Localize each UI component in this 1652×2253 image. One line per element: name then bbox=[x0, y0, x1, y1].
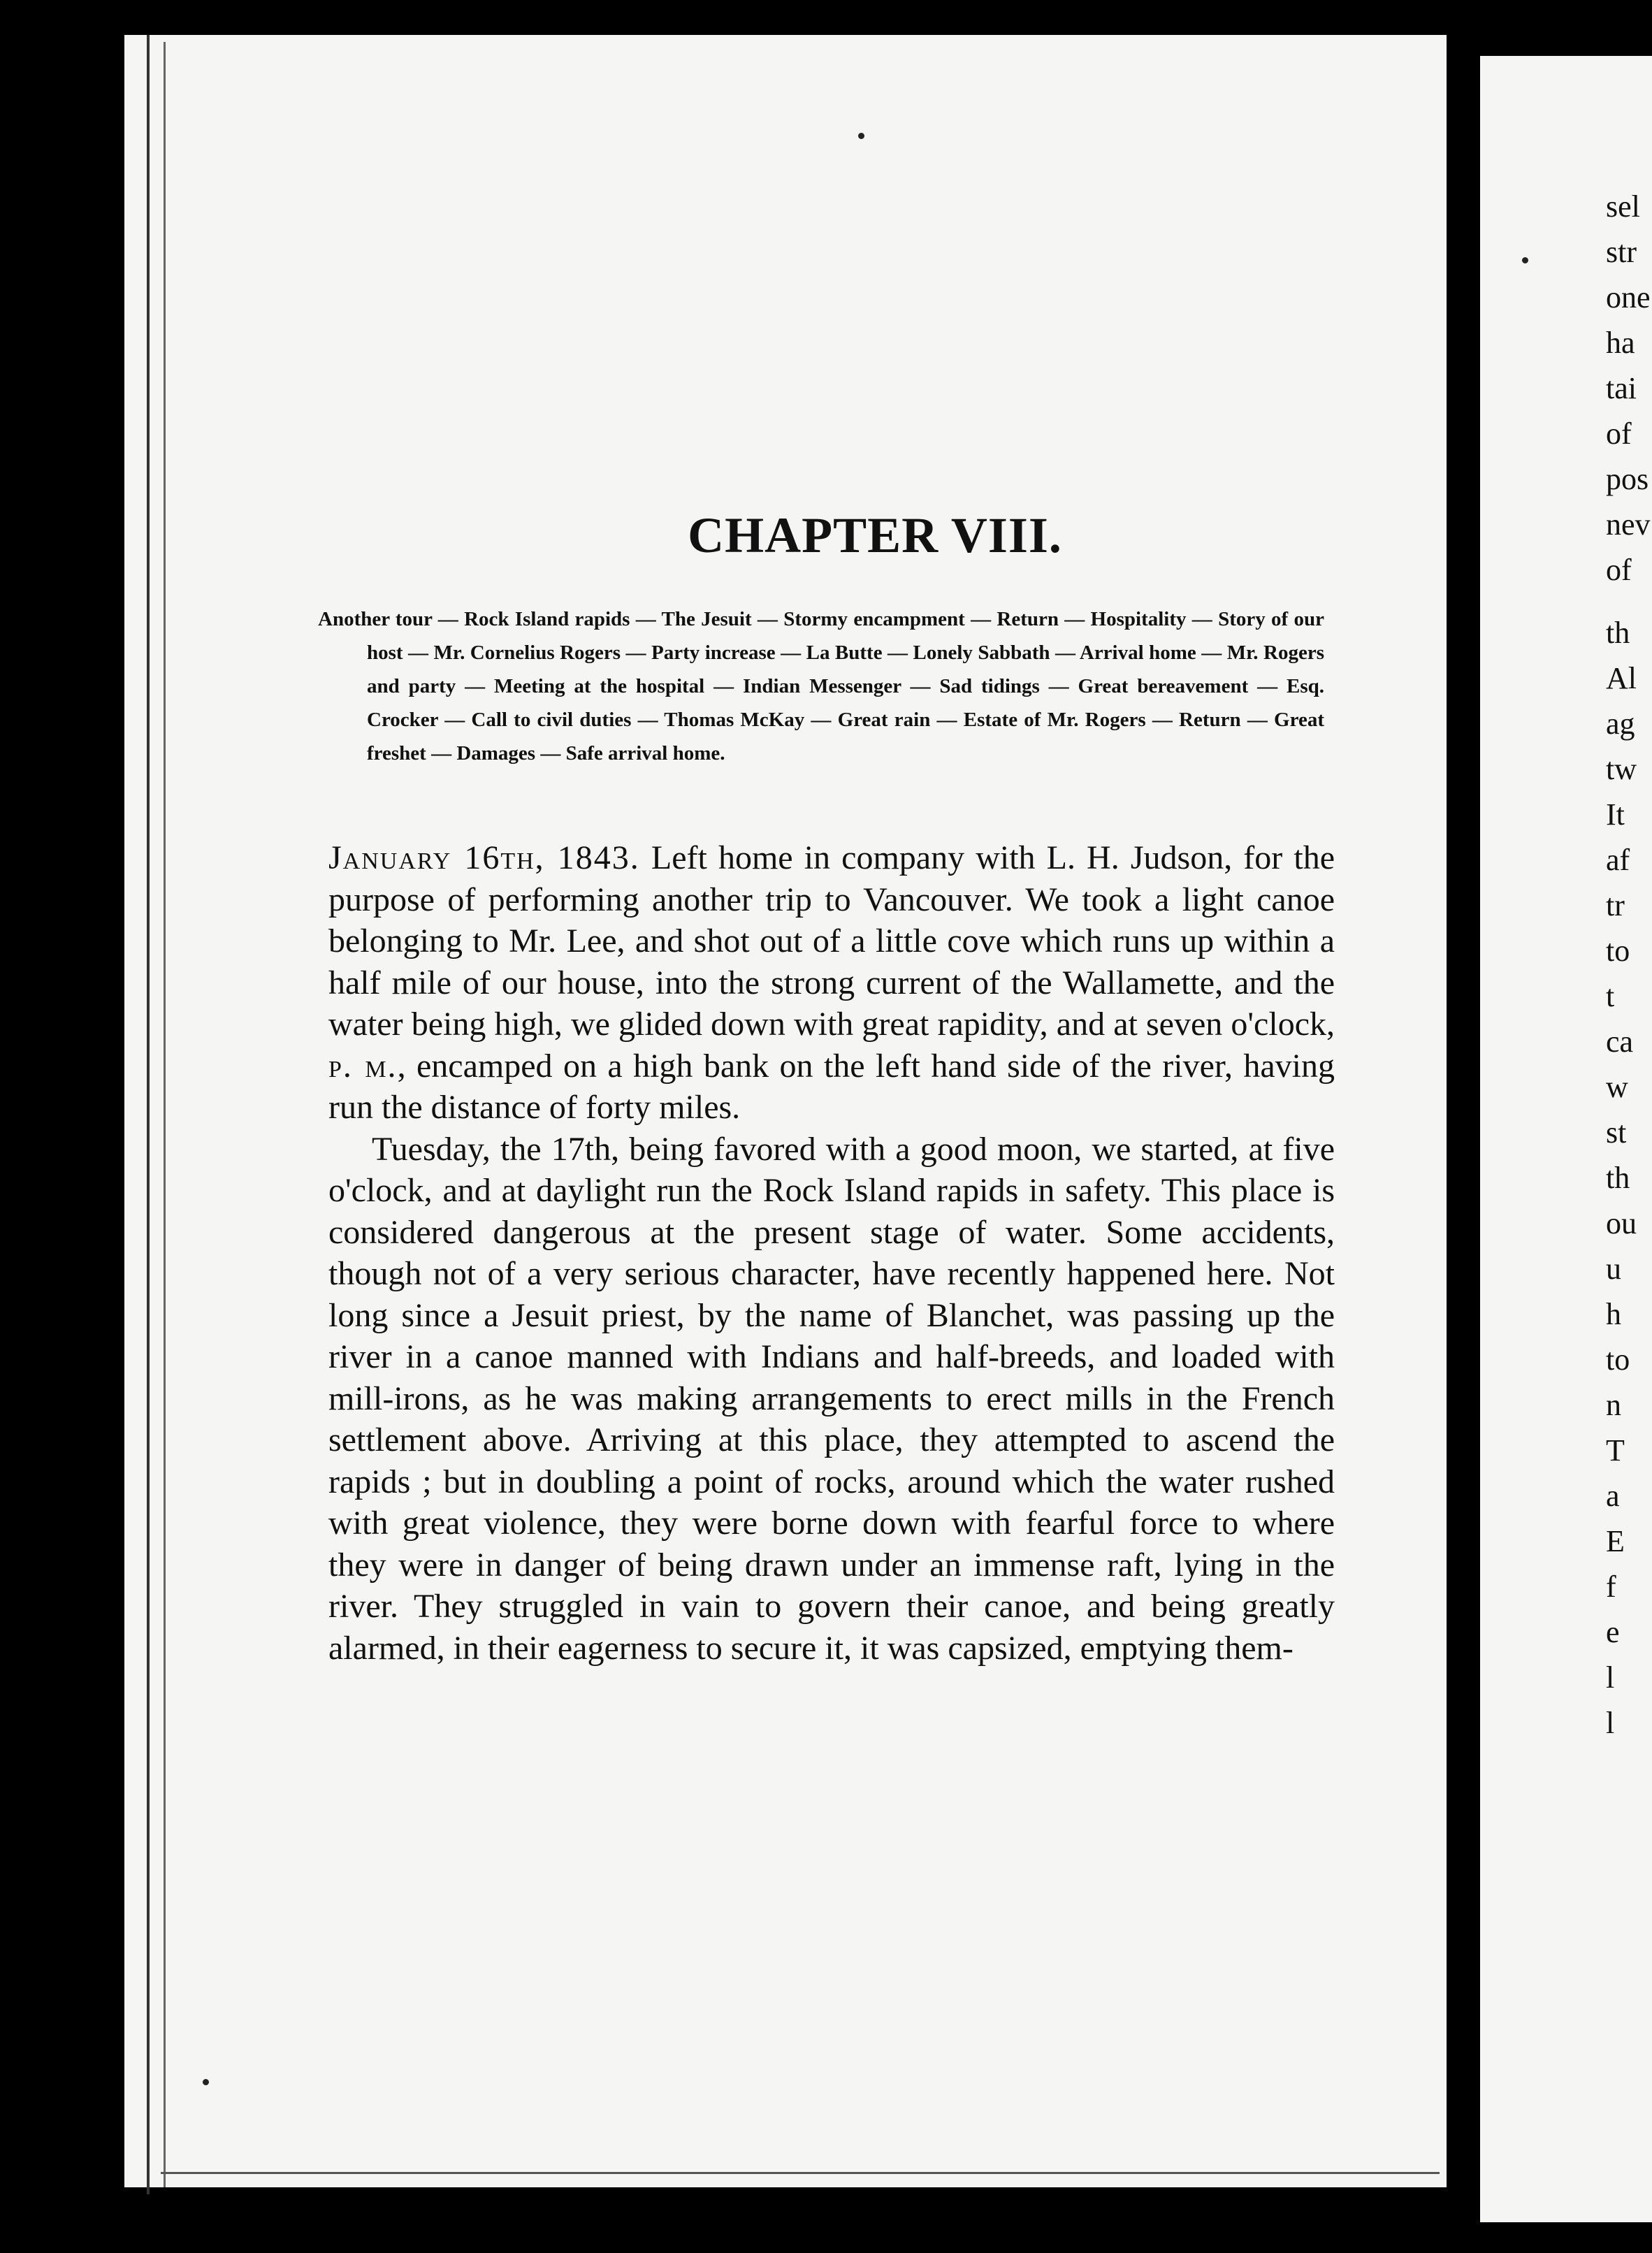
adjacent-page-fragment: pos bbox=[1606, 462, 1649, 496]
adjacent-page-fragment: T bbox=[1606, 1433, 1625, 1468]
adjacent-page-fragment: ag bbox=[1606, 707, 1635, 741]
adjacent-page-fragment: l bbox=[1606, 1706, 1615, 1740]
adjacent-page-fragment: af bbox=[1606, 843, 1630, 877]
adjacent-page-fragment: to bbox=[1606, 1342, 1630, 1377]
adjacent-page-fragment: l bbox=[1606, 1660, 1615, 1695]
paragraph-2: Tuesday, the 17th, being favored with a good moon, we started, at five o'clock, and at daylight run the Rock Island rapids in safety. This place is considered dangerous at the present stage of water. Some accidents, though not of a very serious character, have recently happened here. Not long since a Jesuit priest, by the name of Blanchet, was passing up the river in a canoe manned with Indians and half-breeds, and loaded with mill-irons, as he was making arrangements to erect mills in the French settlement above. Arriving at this place, they attempted to ascend the rapids ; but in doubling a point of rocks, around which the water rushed with great violence, they were borne down with fearful force to where they were in danger of being drawn under an immense raft, lying in the river. They struggled in vain to govern their canoe, and being greatly alarmed, in their eagerness to secure it, it was capsized, emptying them- bbox=[328, 1130, 1335, 1667]
speck-mark bbox=[203, 2079, 209, 2085]
adjacent-page-fragment: to bbox=[1606, 934, 1630, 968]
date-heading: January 16th, 1843. bbox=[328, 839, 640, 876]
adjacent-page-fragment: tr bbox=[1606, 888, 1625, 922]
adjacent-page bbox=[1480, 56, 1652, 2222]
speck-mark bbox=[858, 133, 864, 139]
adjacent-page-fragment: e bbox=[1606, 1615, 1620, 1649]
adjacent-page-fragment: tw bbox=[1606, 752, 1637, 786]
adjacent-page-fragment: h bbox=[1606, 1297, 1621, 1331]
adjacent-page-fragment: u bbox=[1606, 1252, 1621, 1286]
speck-mark bbox=[1522, 257, 1528, 263]
adjacent-page-fragment: w bbox=[1606, 1070, 1628, 1104]
adjacent-page-fragment: E bbox=[1606, 1524, 1625, 1558]
adjacent-page-fragment: of bbox=[1606, 553, 1632, 587]
page-bottom-edge bbox=[161, 2172, 1440, 2174]
adjacent-page-fragment: ha bbox=[1606, 326, 1635, 360]
paragraph-1: January 16th, 1843. Left home in company with L. H. Judson, for the purpose of performing another trip to Vancouver. We took a light canoe belonging to Mr. Lee, and shot out of a little cove which runs up within a half mile of our house, into the strong current of the Wallamette, and the water being high, we glided down with great rapidity, and at seven o'clock, p. m., encamped on a high bank on the left hand side of the river, having run the distance of forty miles. bbox=[328, 839, 1335, 1126]
adjacent-page-fragment: tai bbox=[1606, 371, 1637, 405]
adjacent-page-fragment: a bbox=[1606, 1479, 1620, 1513]
page-edge-line-inner bbox=[164, 42, 166, 2187]
adjacent-page-fragment: str bbox=[1606, 235, 1637, 269]
adjacent-page-fragment: th bbox=[1606, 1161, 1630, 1195]
adjacent-page-fragment: Al bbox=[1606, 661, 1637, 695]
adjacent-page-fragment: It bbox=[1606, 797, 1625, 832]
adjacent-page-fragment: t bbox=[1606, 979, 1615, 1013]
page-gutter bbox=[1447, 0, 1480, 2253]
adjacent-page-fragment: th bbox=[1606, 616, 1630, 650]
adjacent-page-fragment: n bbox=[1606, 1388, 1621, 1422]
adjacent-page-fragment: sel bbox=[1606, 189, 1640, 224]
chapter-heading: CHAPTER VIII. bbox=[688, 507, 1062, 563]
adjacent-page-fragment: nev bbox=[1606, 507, 1651, 542]
adjacent-page-fragment: st bbox=[1606, 1115, 1627, 1150]
adjacent-page-fragment: one bbox=[1606, 280, 1651, 314]
synopsis-text: Another tour — Rock Island rapids — The Jesuit — Stormy encampment — Return — Hospitality — Story of our host — Mr. Cornelius Rogers — Party increase — La Butte — Lonely Sabbath — Arrival home — Mr. Rogers and party — Meeting at the hospital — Indian Messenger — Sad tidings — Great bereavement — Esq. Crocker — Call to civil duties — Thomas McKay — Great rain — Estate of Mr. Rogers — Return — Great freshet — Damages — Safe arrival home. bbox=[318, 608, 1324, 765]
adjacent-page-fragment: ou bbox=[1606, 1206, 1637, 1240]
adjacent-page-fragment: f bbox=[1606, 1570, 1616, 1604]
page-edge-line bbox=[147, 35, 150, 2194]
adjacent-page-fragment: of bbox=[1606, 416, 1632, 451]
body-text bbox=[328, 837, 1335, 1669]
adjacent-page-fragment: ca bbox=[1606, 1024, 1634, 1059]
chapter-synopsis bbox=[318, 602, 1324, 770]
